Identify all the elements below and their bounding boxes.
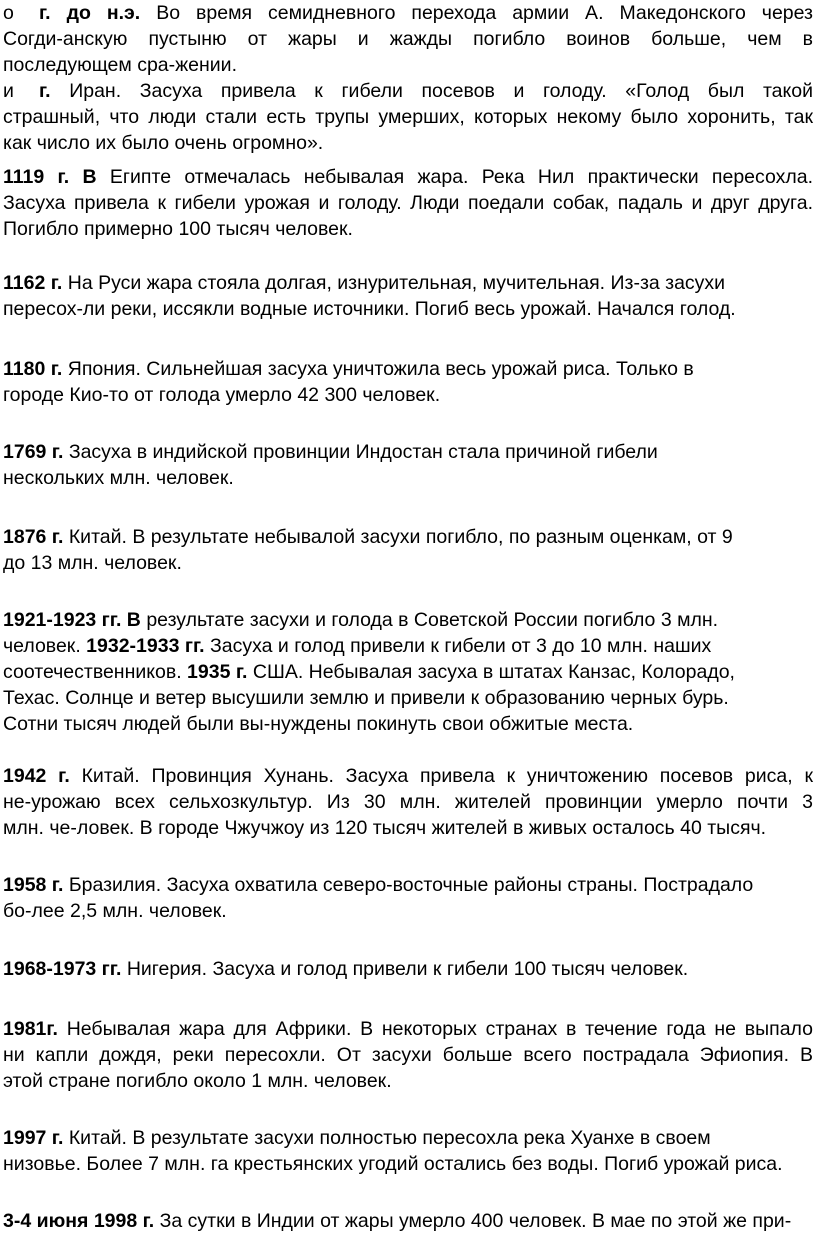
entry-text: Китай. В результате небывалой засухи погибло, по разным оценкам, от 9 [68, 526, 733, 548]
entry-text: Нигерия. Засуха и голод привели к гибели 100 тысяч человек. [126, 958, 689, 980]
entry-year: 1921-1923 гг. В [3, 609, 141, 631]
entry-text: США. Небывалая засуха в штатах Канзас, Колорадо, [252, 661, 735, 683]
entry-text: Засуха в индийской провинции Индостан стала причиной гибели [68, 441, 658, 463]
entry-line: бо-лее 2,5 млн. человек. [3, 900, 227, 922]
entry-line: Погибло примерно 100 тысяч человек. [3, 218, 353, 240]
entry-line: ни капли дождя, реки пересохли. От засухи больше всего пострадала Эфиопия. В [3, 1044, 813, 1066]
entry-1119 [3, 164, 813, 242]
entry-text: Япония. Сильнейшая засуха уничтожила весь урожай риса. Только в [67, 358, 694, 380]
entry-1968-1973 [3, 956, 813, 982]
entry-text: Бразилия. Засуха охватила северо-восточные районы страны. Пострадало [68, 874, 754, 896]
entry-line [3, 763, 813, 789]
entry-text: Иран. Засуха привела к гибели посевов и голоду. «Голод был такой [69, 80, 814, 102]
entry-alexander [3, 0, 813, 78]
entry-line: Сотни тысяч людей были вы-нуждены покинуть свои обжитые места. [3, 713, 634, 735]
entry-line [3, 1016, 813, 1042]
entry-line: млн. че-ловек. В городе Чжучжоу из 120 тысяч жителей в живых осталось 40 тысяч. [3, 817, 767, 839]
entry-year: 1162 г. [3, 272, 63, 294]
list-marker: и [3, 80, 14, 102]
entry-year: 1981г. [3, 1018, 58, 1040]
entry-year: 1119 г. В [3, 166, 97, 188]
entry-line [3, 78, 813, 104]
list-marker: o [3, 2, 14, 24]
entry-text: результате засухи и голода в Советской России погибло 3 млн. [146, 609, 719, 631]
entry-1876 [3, 524, 813, 576]
entry-line [3, 607, 813, 633]
entry-1997 [3, 1125, 813, 1177]
entry-1769 [3, 439, 813, 491]
entry-year: 1935 г. [187, 661, 248, 683]
entry-year: 1876 г. [3, 526, 64, 548]
entry-year: г. до н.э. [39, 2, 141, 24]
entry-text: Китай. Провинция Хунань. Засуха привела к уничтожению посевов риса, к [81, 765, 813, 787]
entry-year: 1942 г. [3, 765, 70, 787]
entry-line [3, 164, 813, 190]
entry-1921-1935 [3, 607, 813, 737]
entry-iran [3, 78, 813, 156]
entry-year: 3-4 июня 1998 г. [3, 1210, 155, 1232]
entry-line: не-урожаю всех сельхозкультур. Из 30 млн. жителей провинции умерло почти 3 [3, 791, 813, 813]
entry-line: Согди-анскую пустыню от жары и жажды погибло воинов больше, чем в [3, 28, 813, 50]
entry-line: до 13 млн. человек. [3, 552, 182, 574]
entry-line: нескольких млн. человек. [3, 467, 234, 489]
entry-text: человек. [3, 635, 81, 657]
entry-line: последующем сра-жении. [3, 54, 237, 76]
entry-year: 1932-1933 гг. [86, 635, 205, 657]
entry-year: 1968-1973 гг. [3, 958, 122, 980]
entry-line: как число их было очень огромно». [3, 132, 324, 154]
entry-year: 1958 г. [3, 874, 64, 896]
entry-line [3, 659, 813, 685]
entry-line [3, 0, 813, 26]
entry-1998 [3, 1208, 813, 1234]
entry-line: Засуха привела к гибели урожая и голоду. Люди поедали собак, падаль и друг друга. [3, 192, 813, 214]
entry-1180 [3, 356, 813, 408]
entry-line [3, 439, 813, 465]
entry-line [3, 524, 813, 550]
entry-text: Во время семидневного перехода армии А. Македонского через [156, 2, 813, 24]
entry-line: страшный, что люди стали есть трупы умерших, которых некому было хоронить, так [3, 106, 813, 128]
entry-text: Засуха и голод привели к гибели от 3 до 10 млн. наших [209, 635, 712, 657]
entry-text: Египте отмечалась небывалая жара. Река Нил практически пересохла. [109, 166, 814, 188]
entry-line: этой стране погибло около 1 млн. человек. [3, 1070, 392, 1092]
entry-line: Техас. Солнце и ветер высушили землю и привели к образованию черных бурь. [3, 687, 729, 709]
entry-text: На Руси жара стояла долгая, изнурительная, мучительная. Из-за засухи [67, 272, 726, 294]
entry-line [3, 956, 813, 982]
entry-1162 [3, 270, 813, 322]
entry-text: Небывалая жара для Африки. В некоторых странах в течение года не выпало [66, 1018, 813, 1040]
entry-line [3, 1208, 813, 1234]
entry-year: 1180 г. [3, 358, 63, 380]
entry-text: Китай. В результате засухи полностью пересохла река Хуанхе в своем [68, 1127, 711, 1149]
entry-1981 [3, 1016, 813, 1094]
entry-text: За сутки в Индии от жары умерло 400 человек. В мае по этой же при- [159, 1210, 792, 1232]
entry-line [3, 356, 813, 382]
entry-line: городе Кио-то от голода умерло 42 300 человек. [3, 384, 441, 406]
entry-line [3, 270, 813, 296]
entry-year: 1769 г. [3, 441, 64, 463]
entry-1958 [3, 872, 813, 924]
entry-line [3, 633, 813, 659]
entry-text: соотечественников. [3, 661, 182, 683]
entry-year: г. [39, 80, 51, 102]
entry-line: низовье. Более 7 млн. га крестьянских угодий остались без воды. Погиб урожай риса. [3, 1153, 783, 1175]
entry-line [3, 1125, 813, 1151]
entry-line [3, 872, 813, 898]
entry-line: пересох-ли реки, иссякли водные источники. Погиб весь урожай. Начался голод. [3, 298, 736, 320]
entry-1942 [3, 763, 813, 841]
entry-year: 1997 г. [3, 1127, 64, 1149]
